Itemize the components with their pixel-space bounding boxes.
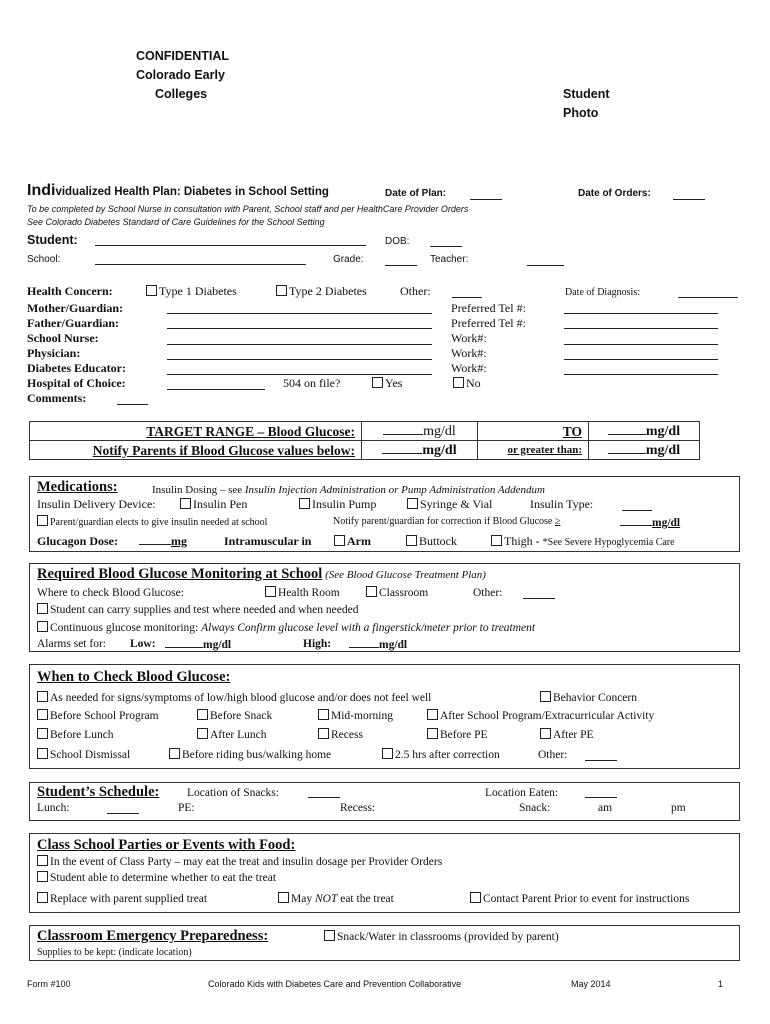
checkbox-label: Behavior Concern [553, 692, 637, 704]
checkbox-label: Before riding bus/walking home [182, 749, 332, 761]
type1-diabetes-checkbox[interactable] [146, 284, 237, 298]
comments-label: Comments: [27, 391, 87, 405]
notify-high-cell [589, 441, 700, 460]
checkbox-label-prefix: May [291, 893, 315, 905]
checkbox-box[interactable] [37, 728, 48, 739]
checkbox-label: Before Snack [210, 710, 273, 722]
page-title-lead: Indi [27, 182, 56, 199]
glucagon-dose-label: Glucagon Dose: [37, 534, 118, 548]
student-photo-label-line2: Photo [563, 106, 599, 120]
able-to-determine-checkbox[interactable] [37, 871, 276, 885]
notify-correction-text: Notify parent/guardian for correction if Blood Glucose [333, 516, 555, 527]
unit-label: mg/dl [379, 639, 408, 651]
checkbox-box[interactable] [37, 621, 48, 632]
checkbox-label: After PE [553, 729, 594, 741]
father-tel-label: Preferred Tel #: [451, 316, 526, 330]
nurse-work-label: Work#: [451, 331, 487, 345]
contact-parent-checkbox[interactable] [470, 892, 689, 906]
notify-parents-label: Notify Parents if Blood Glucose values below: [92, 442, 355, 458]
teacher-label: Teacher: [430, 254, 469, 265]
target-range-row [30, 422, 700, 441]
after-school-program-checkbox[interactable] [427, 709, 654, 723]
checkbox-label: Classroom [379, 587, 429, 599]
checkbox-box[interactable] [453, 377, 464, 388]
monitoring-title [37, 566, 486, 583]
mother-tel-field[interactable] [564, 313, 718, 314]
mother-tel-label: Preferred Tel #: [451, 301, 526, 315]
checkbox-label: Health Room [278, 587, 340, 599]
checkbox-label: Arm [347, 534, 371, 548]
insulin-type-field[interactable] [622, 510, 652, 511]
date-of-plan-label: Date of Plan: [385, 188, 447, 199]
diabetes-educator-field[interactable] [167, 374, 432, 375]
date-of-orders-label: Date of Orders: [578, 188, 651, 199]
insulin-dosing-prefix: Insulin Dosing – see [152, 484, 245, 496]
checkbox-label: School Dismissal [50, 749, 131, 761]
lunch-label: Lunch: [37, 802, 70, 814]
school-dismissal-checkbox[interactable] [37, 748, 130, 762]
before-school-program-checkbox[interactable] [37, 709, 159, 723]
checkbox-box[interactable] [366, 586, 377, 597]
checkbox-label: Type 2 Diabetes [289, 284, 367, 298]
confidential-label: CONFIDENTIAL [136, 49, 230, 63]
target-high-field[interactable] [608, 424, 646, 435]
checkbox-label: Recess [331, 729, 363, 741]
checkbox-box[interactable] [37, 515, 48, 526]
low-alarm-field[interactable] [165, 637, 203, 648]
other-concern-field[interactable] [452, 297, 482, 298]
mid-morning-checkbox[interactable] [318, 709, 393, 723]
checkbox-box[interactable] [427, 709, 438, 720]
grade-field[interactable] [385, 265, 417, 266]
date-of-diagnosis-field[interactable] [678, 297, 738, 298]
checkbox-label: Before School Program [50, 710, 159, 722]
checkbox-box[interactable] [382, 748, 393, 759]
checkbox-label: Student can carry supplies and test where needed and when needed [50, 604, 359, 616]
target-range-label-cell [30, 422, 362, 441]
student-photo-label-line1: Student [563, 87, 610, 101]
buttock-checkbox[interactable] [406, 534, 457, 548]
snack-location-label: Location of Snacks: [187, 787, 279, 799]
medications-title: Medications: [37, 479, 118, 495]
target-low-cell [362, 422, 478, 441]
checkbox-box[interactable] [278, 892, 289, 903]
checkbox-label: Buttock [419, 534, 457, 548]
snack-water-checkbox[interactable] [324, 930, 559, 944]
classroom-checkbox[interactable] [366, 586, 428, 600]
checkbox-label: Syringe & Vial [420, 497, 493, 511]
checkbox-box[interactable] [299, 498, 310, 509]
checkbox-box[interactable] [470, 892, 481, 903]
type2-diabetes-checkbox[interactable] [276, 284, 367, 298]
may-not-eat-checkbox[interactable] [278, 892, 394, 906]
date-of-plan-field[interactable] [470, 199, 502, 200]
after-lunch-checkbox[interactable] [197, 728, 267, 742]
date-of-diagnosis-label: Date of Diagnosis: [565, 287, 640, 298]
checkbox-label: In the event of Class Party – may eat the treat and insulin dosage per Provider Orders [50, 856, 443, 868]
eaten-location-label: Location Eaten: [485, 787, 559, 799]
teacher-field[interactable] [527, 265, 564, 266]
hypoglycemia-note: *See Severe Hypoglycemia Care [542, 537, 675, 548]
health-concern-label: Health Concern: [27, 284, 113, 298]
educator-work-field[interactable] [564, 374, 718, 375]
checkbox-box[interactable] [324, 930, 335, 941]
cgm-note: Always Confirm glucose level with a fingerstick/meter prior to treatment [201, 622, 536, 634]
unit-label: mg/dl [423, 423, 456, 439]
monitoring-title-note: (See Blood Glucose Treatment Plan) [322, 569, 486, 581]
before-pe-checkbox[interactable] [427, 728, 488, 742]
target-low-field[interactable] [383, 424, 423, 435]
page-number: 1 [718, 979, 724, 989]
hospital-field[interactable] [167, 389, 265, 390]
school-nurse-label: School Nurse: [27, 331, 99, 345]
other-location-field[interactable] [523, 598, 555, 599]
school-field[interactable] [95, 264, 306, 265]
father-guardian-label: Father/Guardian: [27, 316, 119, 330]
other-location-label: Other: [473, 587, 503, 599]
father-tel-field[interactable] [564, 328, 718, 329]
unit-label: mg/dl [645, 423, 681, 439]
low-alarm-label: Low: [130, 638, 156, 650]
checkbox-label: Contact Parent Prior to event for instructions [483, 893, 690, 905]
footer-collaborative: Colorado Kids with Diabetes Care and Prevention Collaborative [208, 979, 462, 989]
checkbox-label: No [466, 376, 481, 390]
guidelines-note: See Colorado Diabetes Standard of Care Guidelines for the School Setting [27, 217, 325, 227]
thigh-checkbox[interactable] [491, 534, 675, 550]
unit-label: mg/dl [203, 639, 232, 651]
checkbox-box[interactable] [540, 728, 551, 739]
pe-label: PE: [178, 802, 195, 814]
notify-low-field[interactable] [382, 443, 422, 454]
plan-504-label: 504 on file? [283, 376, 341, 390]
replace-treat-checkbox[interactable] [37, 892, 207, 906]
physician-work-field[interactable] [564, 359, 718, 360]
checkbox-label: As needed for signs/symptoms of low/high blood glucose and/or does not feel well [50, 692, 432, 704]
glucagon-dose-field[interactable] [139, 534, 171, 545]
supplies-location-label: Supplies to be kept: (indicate location) [37, 947, 192, 958]
correction-threshold [620, 515, 680, 530]
checkbox-box[interactable] [276, 285, 287, 296]
checkbox-label: Insulin Pump [312, 497, 377, 511]
target-high-cell [589, 422, 700, 441]
checkbox-box[interactable] [491, 535, 502, 546]
diabetes-educator-label: Diabetes Educator: [27, 361, 126, 375]
mother-guardian-field[interactable] [167, 313, 432, 314]
checkbox-label: Type 1 Diabetes [159, 284, 237, 298]
checkbox-box[interactable] [372, 377, 383, 388]
date-of-orders-field[interactable] [673, 199, 705, 200]
checkbox-label: Before Lunch [50, 729, 114, 741]
physician-work-label: Work#: [451, 346, 487, 360]
checkbox-label: Insulin Pen [193, 497, 248, 511]
checkbox-label: Snack/Water in classrooms (provided by parent) [337, 931, 559, 943]
checkbox-label: Student able to determine whether to eat the treat [50, 872, 277, 884]
student-label: Student: [27, 233, 78, 247]
checkbox-box[interactable] [37, 871, 48, 882]
behavior-concern-checkbox[interactable] [540, 691, 637, 705]
arm-checkbox[interactable] [334, 534, 371, 548]
educator-work-label: Work#: [451, 361, 487, 375]
checkbox-box[interactable] [37, 855, 48, 866]
insulin-dosing-reference: Insulin Injection Administration or Pump Administration Addendum [244, 484, 545, 496]
snack-location-field[interactable] [308, 797, 340, 798]
before-bus-checkbox[interactable] [169, 748, 331, 762]
to-label: TO [562, 423, 582, 439]
checkbox-box[interactable] [37, 691, 48, 702]
notify-label-cell [30, 441, 362, 460]
after-correction-checkbox[interactable] [382, 748, 500, 762]
other-time-label: Other: [538, 749, 568, 761]
school-label: School: [27, 254, 61, 265]
checkbox-label: After School Program/Extracurricular Activity [440, 710, 655, 722]
checkbox-box[interactable] [37, 603, 48, 614]
father-guardian-field[interactable] [167, 328, 432, 329]
recess-checkbox[interactable] [318, 728, 363, 742]
low-alarm [165, 637, 231, 652]
checkbox-label: Mid-morning [331, 710, 393, 722]
checkbox-box[interactable] [37, 709, 48, 720]
target-range-label: TARGET RANGE – Blood Glucose: [146, 423, 355, 439]
snack-pm-label: pm [671, 802, 686, 814]
notify-range-row [30, 441, 700, 460]
carry-supplies-checkbox[interactable] [37, 603, 358, 617]
checkbox-box[interactable] [37, 748, 48, 759]
dob-field[interactable] [430, 246, 462, 247]
parties-title: Class School Parties or Events with Food: [37, 837, 296, 853]
eaten-location-field[interactable] [585, 797, 617, 798]
physician-field[interactable] [167, 359, 432, 360]
checkbox-box[interactable] [37, 892, 48, 903]
greater-than-label: or greater than: [507, 443, 582, 456]
insulin-dosing-note [152, 483, 545, 497]
where-to-check-label: Where to check Blood Glucose: [37, 587, 184, 599]
when-to-check-title: When to Check Blood Glucose: [37, 669, 231, 685]
checkbox-label-emphasis: NOT [314, 893, 338, 905]
checkbox-label: Yes [385, 376, 403, 390]
checkbox-box[interactable] [169, 748, 180, 759]
parent-elects-checkbox[interactable] [37, 515, 267, 530]
to-cell [478, 422, 589, 441]
checkbox-label: After Lunch [210, 729, 267, 741]
mother-guardian-label: Mother/Guardian: [27, 301, 123, 315]
before-snack-checkbox[interactable] [197, 709, 272, 723]
insulin-type-label: Insulin Type: [530, 497, 594, 511]
plan-504-no-checkbox[interactable] [453, 376, 481, 390]
form-number: Form #100 [27, 979, 71, 989]
checkbox-box[interactable] [265, 586, 276, 597]
checkbox-label: Before PE [440, 729, 488, 741]
insulin-pen-checkbox[interactable] [180, 497, 247, 511]
health-room-checkbox[interactable] [265, 586, 340, 600]
notify-low-cell [362, 441, 478, 460]
unit-label: mg/dl [422, 442, 457, 458]
checkbox-box[interactable] [180, 498, 191, 509]
checkbox-label: Parent/guardian elects to give insulin needed at school [50, 517, 268, 528]
as-needed-checkbox[interactable] [37, 691, 431, 705]
checkbox-box[interactable] [540, 691, 551, 702]
lunch-time-field[interactable] [107, 813, 139, 814]
alarms-label: Alarms set for: [37, 638, 106, 650]
insulin-device-label: Insulin Delivery Device: [37, 497, 156, 511]
plan-504-yes-checkbox[interactable] [372, 376, 402, 390]
gte-symbol: ≥ [554, 516, 561, 527]
high-alarm [349, 637, 407, 652]
other-concern-label: Other: [400, 284, 431, 298]
schedule-title: Student’s Schedule: [37, 784, 160, 800]
checkbox-box[interactable] [318, 709, 329, 720]
page-title [27, 183, 329, 200]
recess-label: Recess: [340, 802, 376, 814]
nurse-work-field[interactable] [564, 344, 718, 345]
checkbox-label-suffix: eat the treat [337, 893, 394, 905]
before-lunch-checkbox[interactable] [37, 728, 114, 742]
insulin-pump-checkbox[interactable] [299, 497, 376, 511]
physician-label: Physician: [27, 346, 81, 360]
snack-label: Snack: [519, 802, 551, 814]
dob-label: DOB: [385, 236, 410, 247]
notify-correction-label [333, 515, 560, 529]
high-alarm-field[interactable] [349, 637, 379, 648]
target-range-table [29, 421, 700, 460]
org-name-line1: Colorado Early [136, 68, 225, 82]
completion-note: To be completed by School Nurse in consultation with Parent, School staff and per HealthCare Provider Orders [27, 204, 469, 214]
after-pe-checkbox[interactable] [540, 728, 594, 742]
greater-than-cell [478, 441, 589, 460]
other-time-field[interactable] [585, 760, 617, 761]
checkbox-label: Replace with parent supplied treat [50, 893, 208, 905]
checkbox-label: Thigh - [504, 534, 543, 548]
checkbox-box[interactable] [146, 285, 157, 296]
correction-threshold-field[interactable] [620, 515, 652, 526]
checkbox-label: Continuous glucose monitoring: [50, 622, 202, 634]
checkbox-label: 2.5 hrs after correction [395, 749, 500, 761]
hospital-label: Hospital of Choice: [27, 376, 126, 390]
checkbox-box[interactable] [334, 535, 345, 546]
comments-field[interactable] [117, 404, 148, 405]
footer-date: May 2014 [571, 979, 611, 989]
student-name-field[interactable] [95, 245, 366, 246]
unit-label: mg/dl [652, 517, 681, 529]
intramuscular-label: Intramuscular in [224, 534, 312, 548]
snack-am-label: am [598, 802, 613, 814]
page-title-rest: vidualized Health Plan: Diabetes in School Setting [55, 186, 329, 198]
notify-high-field[interactable] [608, 443, 646, 454]
checkbox-box[interactable] [318, 728, 329, 739]
glucagon-unit: mg [171, 534, 187, 548]
syringe-vial-checkbox[interactable] [407, 497, 492, 511]
glucagon-dose [139, 534, 187, 548]
checkbox-box[interactable] [427, 728, 438, 739]
high-alarm-label: High: [303, 638, 332, 650]
monitoring-title-text: Required Blood Glucose Monitoring at School [37, 566, 323, 582]
checkbox-box[interactable] [197, 728, 208, 739]
cgm-checkbox[interactable] [37, 621, 535, 635]
org-name-line2: Colleges [155, 87, 208, 101]
checkbox-box[interactable] [197, 709, 208, 720]
checkbox-box[interactable] [406, 535, 417, 546]
emergency-title: Classroom Emergency Preparedness: [37, 928, 269, 944]
checkbox-box[interactable] [407, 498, 418, 509]
unit-label: mg/dl [645, 442, 681, 458]
grade-label: Grade: [333, 254, 364, 265]
school-nurse-field[interactable] [167, 344, 432, 345]
class-party-checkbox[interactable] [37, 855, 442, 869]
